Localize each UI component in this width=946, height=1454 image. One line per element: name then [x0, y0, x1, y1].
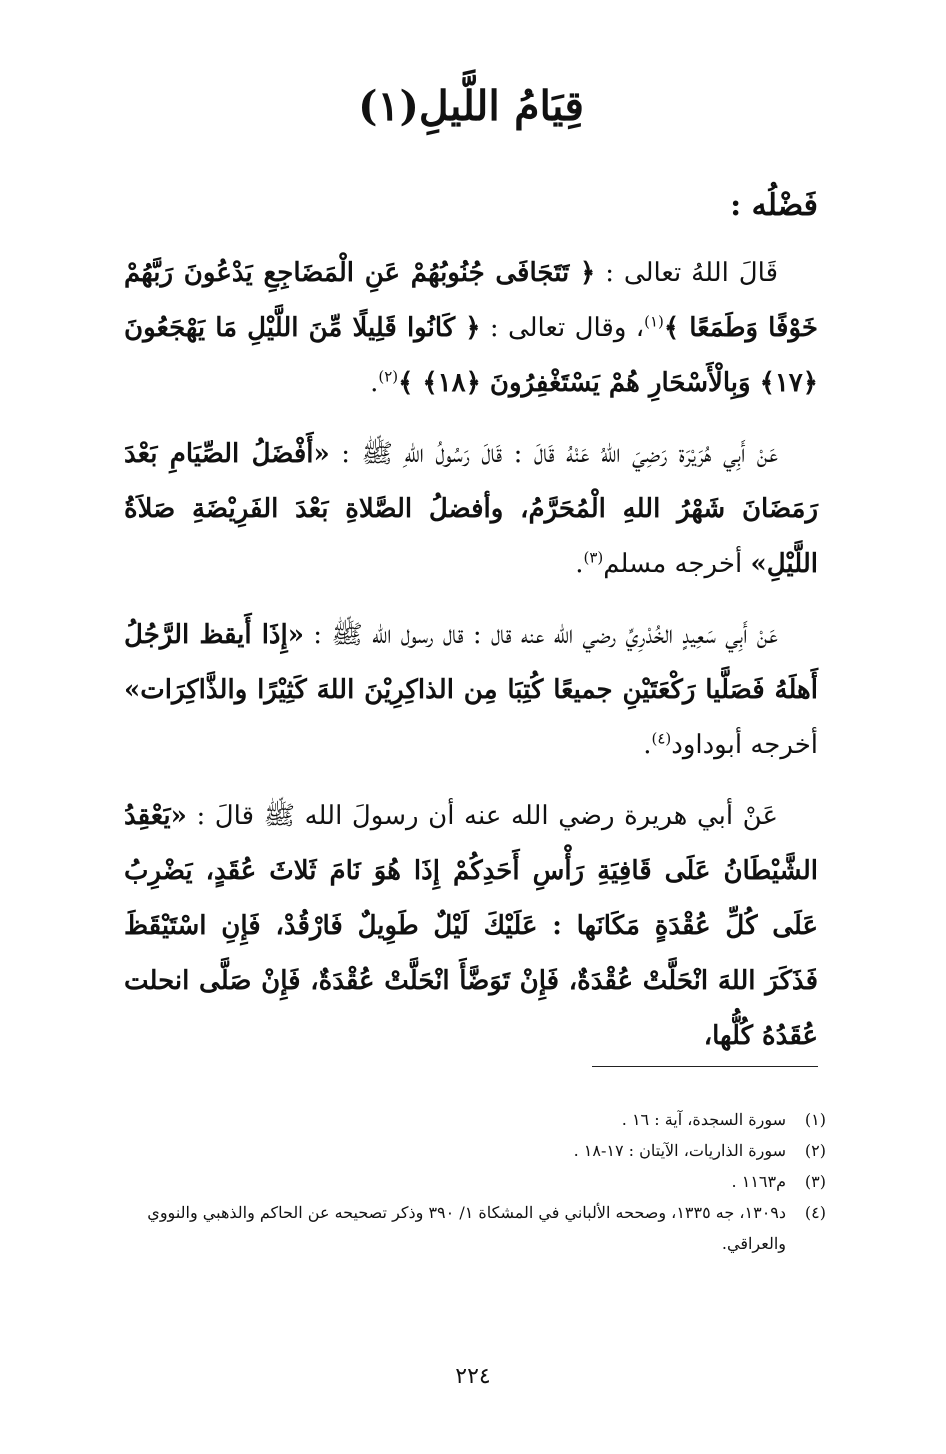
para1-middle: ، وقال تعالى : — [489, 313, 645, 343]
hadith-source-1: أخرجه مسلم — [603, 549, 751, 579]
footnote-text: سورة السجدة، آية : ١٦ . — [621, 1110, 786, 1129]
hadith-text-1: «أَفْضَلُ الصِّيَامِ بَعْدَ رَمَضَانَ شَهْرُ اللهِ الْمُحَرَّمُ، وأفضلُ الصَّلاةِ بَعْدَ الفَرِيْضَةِ صَلاَةُ اللَّيْلِ» — [124, 439, 818, 579]
footnote-ref-1: (١) — [644, 312, 664, 331]
para1-end: . — [370, 368, 379, 398]
page-number: ٢٢٤ — [455, 1364, 491, 1389]
footnote-number: (١) — [804, 1110, 826, 1129]
footnote-item — [84, 1135, 826, 1166]
para1-intro: قَالَ اللهُ تعالى : — [605, 258, 779, 288]
chapter-title: قِيَامُ اللَّيلِ(١) — [358, 82, 584, 130]
footnote-text: د١٣٠٩، جه ١٣٣٥، وصححه الألباني في المشكاة ١/ ٣٩٠ وذكر تصحيحه عن الحاكم والذهبي والنووي والعراقي. — [147, 1203, 786, 1253]
section-heading: فَضْلُه : — [730, 188, 818, 223]
footnote-item — [84, 1197, 826, 1259]
quran-verse-2: ﴿ كَانُوا قَلِيلًا مِّنَ اللَّيْلِ مَا يَهْجَعُونَ ﴿١٧﴾ وَبِالْأَسْحَارِ هُمْ يَسْتَغْفِرُونَ ﴿١٨﴾ ﴾ — [124, 313, 818, 398]
footnote-item — [84, 1166, 826, 1197]
quran-verse-1: ﴿ تَتَجَافَى جُنُوبُهُمْ عَنِ الْمَضَاجِعِ يَدْعُونَ رَبَّهُمْ خَوْفًا وَطَمَعًا ﴾ — [124, 258, 818, 343]
footnote-ref-3: (٣) — [583, 548, 604, 567]
paragraph-quran-verses — [124, 246, 818, 411]
para3-intro: عَنْ أَبِي سَعِيدٍ الخُدْرِيِّ رضي الله عنه قال : قال رسول الله ﷺ : — [313, 620, 778, 650]
hadith-text-3: «يَعْقِدُ الشَّيْطَانُ عَلَى قَافِيَةِ رَأْسِ أَحَدِكُمْ إِذَا هُوَ نَامَ ثَلاثَ عُقَدٍ، يَضْرِبُ عَلَى كُلِّ عُقْدَةٍ مَكَانَها : عَلَيْكَ لَيْلٌ طَوِيلٌ فَارْقُدْ، فَإِنِ اسْتَيْقَظَ فَذَكَرَ اللهَ انْحَلَّتْ عُقْدَةٌ، فَإِنْ تَوَضَّأَ انْحَلَّتْ عُقْدَةٌ، فَإِنْ صَلَّى انحلت عُقَدُهُ كُلُّها، — [124, 801, 819, 1051]
footnote-ref-2: (٢) — [378, 367, 399, 386]
para3-end: . — [643, 730, 652, 760]
para4-intro: عَنْ أبي هريرة رضي الله عنه أن رسولَ الله ﷺ قالَ : — [196, 801, 778, 831]
footnote-ref-4: (٤) — [651, 729, 672, 748]
footnote-item — [84, 1104, 826, 1135]
book-page — [0, 74, 946, 1454]
footnote-text: م١١٦٣ . — [731, 1172, 786, 1191]
footnote-number: (٣) — [804, 1172, 826, 1191]
footnote-divider — [592, 1066, 818, 1067]
footnote-number: (٢) — [804, 1141, 826, 1160]
para2-intro: عَنْ أَبِي هُرَيْرَة رَضِيَ اللهُ عَنْهُ قَالَ : قَالَ رَسُولُ اللهِ ﷺ : — [341, 439, 779, 469]
footnote-text: سورة الذاريات، الآيتان : ١٧-١٨ . — [573, 1141, 786, 1160]
paragraph-hadith-abu-said — [124, 608, 818, 773]
footnote-number: (٤) — [804, 1203, 826, 1222]
footnotes — [84, 1104, 826, 1259]
paragraph-hadith-abu-hurayra-2 — [124, 789, 818, 1064]
hadith-text-2: «إِذَا أَيقظ الرَّجُلُ أَهلَهُ فَصَلَّيا رَكْعَتَيْنِ جميعًا كُتِبَا مِن الذاكِرِيْنَ اللهَ كَثِيْرًا والذَّاكِرَات» — [124, 620, 818, 705]
para2-end: . — [575, 549, 584, 579]
paragraph-hadith-abu-hurayra-1 — [124, 427, 818, 592]
hadith-source-2: أخرجه أبوداود — [671, 730, 818, 760]
